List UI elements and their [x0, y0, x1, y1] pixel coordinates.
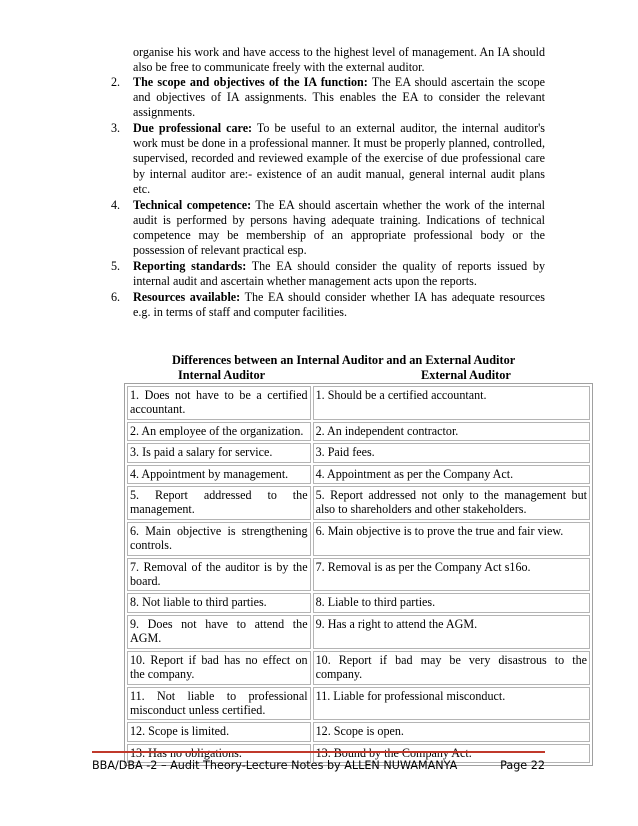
- external-auditor-cell: 11. Liable for professional misconduct.: [313, 687, 590, 721]
- external-auditor-cell: 1. Should be a certified accountant.: [313, 386, 590, 420]
- external-auditor-cell: 7. Removal is as per the Company Act s16o.: [313, 558, 590, 592]
- item-text: The EA should consider whether IA has adequate resources e.g. in terms of staff and computer facilities.: [133, 290, 545, 320]
- list-item: [111, 75, 545, 120]
- table-row: [127, 651, 590, 685]
- item-number: 2.: [111, 75, 121, 89]
- internal-auditor-cell: 9. Does not have to attend the AGM.: [127, 615, 311, 649]
- table-row: [127, 443, 590, 462]
- table-title: Differences between an Internal Auditor and an External Auditor: [172, 353, 516, 367]
- item-text: To be useful to an external auditor, the internal auditor's work must be done in a professional manner. It must be properly planned, controlled, supervised, recorded and reviewed example of the exercise of due professional care by internal auditor are:- existence of an audit manual, general internal audit plans etc.: [133, 121, 545, 196]
- external-auditor-cell: 9. Has a right to attend the AGM.: [313, 615, 590, 649]
- internal-auditor-cell: 5. Report addressed to the management.: [127, 486, 311, 520]
- list-item: [111, 121, 545, 196]
- internal-auditor-cell: 7. Removal of the auditor is by the board.: [127, 558, 311, 592]
- external-auditor-cell: 12. Scope is open.: [313, 722, 590, 741]
- column-header-external: External Auditor: [421, 368, 511, 382]
- internal-auditor-cell: 1. Does not have to be a certified accountant.: [127, 386, 311, 420]
- item-number: 4.: [111, 197, 121, 212]
- item-title: Resources available:: [133, 290, 241, 305]
- external-auditor-cell: 5. Report addressed not only to the management but also to shareholders and other stakeholders.: [313, 486, 590, 520]
- table-row: [127, 593, 590, 612]
- table-row: [127, 722, 590, 741]
- table-row: [127, 687, 590, 721]
- footer-title: BBA/DBA -2 – Audit Theory-Lecture Notes by ALLEN NUWAMANYA: [92, 759, 458, 772]
- external-auditor-cell: 4. Appointment as per the Company Act.: [313, 465, 590, 484]
- page-number: Page 22: [500, 759, 545, 772]
- external-auditor-cell: 3. Paid fees.: [313, 443, 590, 462]
- internal-auditor-cell: 10. Report if bad has no effect on the company.: [127, 651, 311, 685]
- table-row: [127, 386, 590, 420]
- item-title: Technical competence:: [133, 197, 252, 212]
- table-row: [127, 558, 590, 592]
- footer-rule: [92, 751, 545, 753]
- intro-paragraph: organise his work and have access to the highest level of management. An IA should also be free to communicate freely with the external auditor.: [133, 45, 545, 75]
- table-row: [127, 522, 590, 556]
- internal-auditor-cell: 11. Not liable to professional misconduct unless certified.: [127, 687, 311, 721]
- item-title: Reporting standards:: [133, 259, 247, 274]
- internal-auditor-cell: 8. Not liable to third parties.: [127, 593, 311, 612]
- external-auditor-cell: 10. Report if bad may be very disastrous to the company.: [313, 651, 590, 685]
- item-text: The EA should ascertain the scope and objectives of IA assignments. This enables the EA to consider the relevant assignments.: [133, 75, 545, 120]
- list-item: [111, 259, 545, 289]
- item-number: 6.: [111, 290, 121, 305]
- item-title: The scope and objectives of the IA function:: [133, 75, 368, 89]
- external-auditor-cell: 2. An independent contractor.: [313, 422, 590, 441]
- item-number: 5.: [111, 259, 121, 274]
- item-text: The EA should ascertain whether the work of the internal audit is performed by persons having adequate training. Indications of technical competence may be membership of an appropriate professional body or the possession of relevant practical esp.: [133, 197, 545, 258]
- internal-auditor-cell: 4. Appointment by management.: [127, 465, 311, 484]
- internal-auditor-cell: 2. An employee of the organization.: [127, 422, 311, 441]
- list-item: [111, 290, 545, 320]
- list-item: [111, 197, 545, 258]
- item-number: 3.: [111, 121, 121, 136]
- page-footer: [92, 759, 545, 772]
- table-row: [127, 465, 590, 484]
- table-row: [127, 422, 590, 441]
- comparison-table: [124, 383, 593, 766]
- internal-auditor-cell: 3. Is paid a salary for service.: [127, 443, 311, 462]
- column-header-internal: Internal Auditor: [178, 368, 266, 382]
- points-list: [111, 75, 545, 322]
- external-auditor-cell: 8. Liable to third parties.: [313, 593, 590, 612]
- table-row: [127, 615, 590, 649]
- item-title: Due professional care:: [133, 121, 253, 136]
- external-auditor-cell: 6. Main objective is to prove the true and fair view.: [313, 522, 590, 556]
- comparison-table-body: [127, 386, 590, 763]
- table-row: [127, 486, 590, 520]
- item-text: The EA should consider the quality of reports issued by internal audit and ascertain whether management acts upon the reports.: [133, 259, 545, 289]
- internal-auditor-cell: 6. Main objective is strengthening controls.: [127, 522, 311, 556]
- internal-auditor-cell: 12. Scope is limited.: [127, 722, 311, 741]
